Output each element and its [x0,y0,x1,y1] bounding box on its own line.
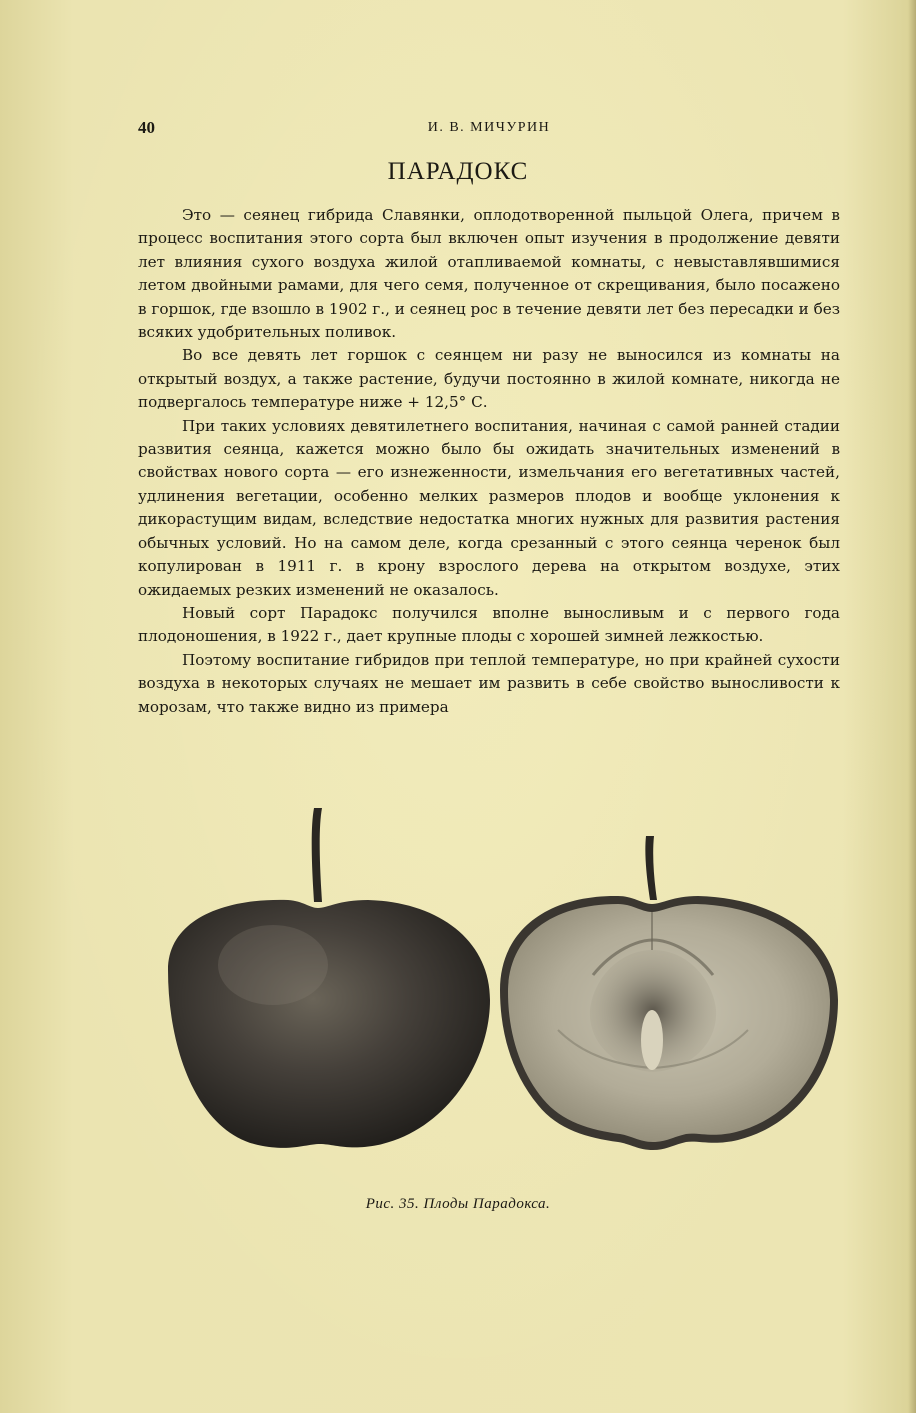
page-header [138,118,840,140]
cut-apple-seed [641,1010,663,1070]
paragraph: При таких условиях девятилетнего воспитания, начиная с самой ранней стадии развития сеянца, кажется можно было бы ожидать значительных изменений в свойствах нового сорта — его изнеженности, измельчания его вегетативных частей, удлинения вегетации, особенно мелких размеров плодов и вообще уклонения к дикорастущим видам, вследствие недостатка многих нужных для развития растения обычных условий. Но на самом деле, когда срезанный с этого сеянца черенок был копулирован в 1911 г. в крону взрослого дерева на открытом воздухе, этих ожидаемых резких изменений не оказалось. [138,416,840,599]
paragraph: Это — сеянец гибрида Славянки, оплодотворенной пыльцой Олега, причем в процесс воспитания этого сорта был включен опыт изучения в продолжение девяти лет влияния сухого воздуха жилой отапливаемой комнаты, с невыставлявшимися летом двойными рамами, для чего семя, полученное от скрещивания, было посажено в горшок, где взошло в 1902 г., и сеянец рос в течение девяти лет без пересадки и без всяких удобрительных поливок. [138,206,841,342]
apple-illustration [138,800,848,1170]
paragraph: Поэтому воспитание гибридов при теплой температуре, но при крайней сухости воздуха в некоторых случаях не мешает им развить в себе свойство выносливости к морозам, что также видно из примера [138,650,840,716]
figure-caption: Рис. 35. Плоды Парадокса. [365,1196,551,1212]
cut-apple [500,836,838,1150]
whole-apple-body [168,900,490,1148]
section-title: ПАРАДОКС [387,158,529,185]
body-text [138,204,840,719]
running-head: И. В. МИЧУРИН [427,120,551,135]
whole-apple-stem [312,808,322,902]
page-number: 40 [138,118,155,137]
paragraph: Во все девять лет горшок с сеянцем ни разу не выносился из комнаты на открытый воздух, а также растение, будучи постоянно в жилой комнате, никогда не подвергалось температуре ниже + 12,5° С. [138,346,840,412]
apple-figure [138,800,848,1170]
cut-apple-stem [645,836,657,900]
paragraph: Новый сорт Парадокс получился вполне выносливым и с первого года плодоношения, в 1922 г., дает крупные плоды с хорошей зимней лежкостью. [138,603,840,646]
whole-apple [168,808,490,1148]
